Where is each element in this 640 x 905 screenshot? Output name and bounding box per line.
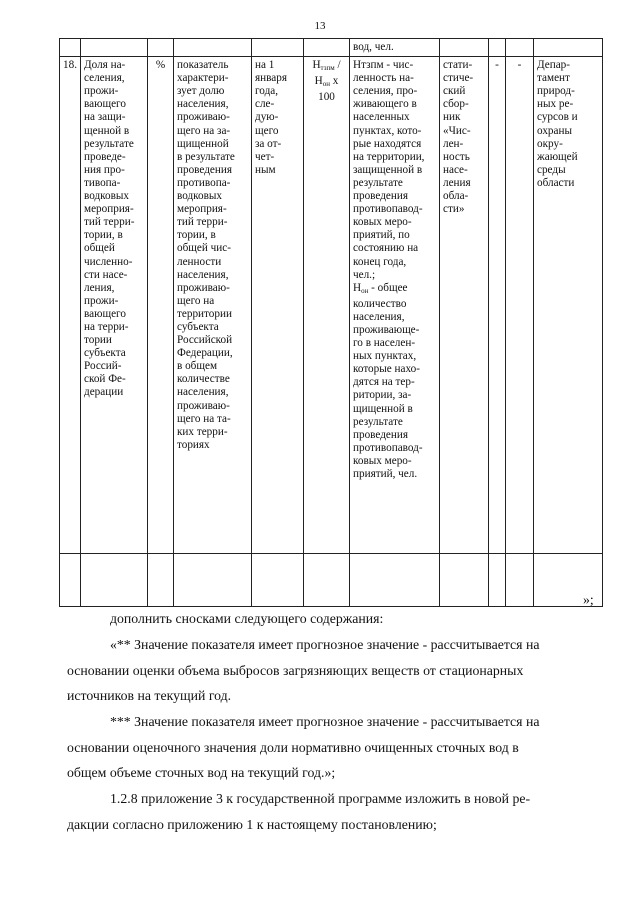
clause-1-2-8-line-1: 1.2.8 приложение 3 к государственной программе изложить в новой ре-	[110, 791, 531, 806]
col9-value: -	[489, 57, 506, 554]
footnote-1-line-3: источников на текущий год.	[67, 688, 232, 703]
table-row	[60, 554, 603, 607]
page-number: 13	[314, 20, 326, 32]
formula-numerator-sub: тзпм	[320, 64, 335, 73]
top-row-col7: вод, чел.	[350, 39, 440, 57]
variables-part2: - общее количество населения, проживающе- го в населен- ных пунктах, которые нахо- дятся на тер- ритории, за- щищенной в результате проведения противопавод- ковых меро- приятий, чел.	[353, 281, 423, 480]
footnote-2-line-2: основании оценочного значения доли нормативно очищенных сточных вод в	[67, 740, 519, 755]
formula-denominator-sub: он	[322, 80, 330, 89]
variables-part1: Нтзпм - чис- ленность на- селения, про- живающего в населенных пунктах, кото- рые находятся на территории, защищенной в результате проведения противопавод- ковых меро- приятий, по состоянию на конец года, чел.;	[353, 59, 425, 281]
unit: %	[148, 57, 174, 554]
indicator-name: Доля на- селения, прожи- вающего на защи- щенной в результате проведе- ния про- тивопа- водковых мероприя- тий терри- тории, в общей численно- сти насе- ления, прожи- вающего на терри- тории субъекта Россий- ской Фе- дерации	[81, 57, 148, 554]
table-row	[60, 39, 603, 57]
col10-value: -	[506, 57, 534, 554]
footnote-1-line-2: основании оценки объема выбросов загрязняющих веществ от стационарных	[67, 663, 524, 678]
variables-description	[350, 57, 440, 554]
clause-1-2-8-line-2: дакции согласно приложению 1 к настоящему постановлению;	[67, 817, 437, 832]
data-source: стати- стиче- ский сбор- ник «Чис- лен- ность насе- ления обла- сти»	[440, 57, 489, 554]
formula-denominator: Н	[314, 75, 323, 88]
responsible-body: Депар- тамент природ- ных ре- сурсов и охраны окру- жающей среды области	[534, 57, 603, 554]
formula-slash: /	[334, 59, 341, 72]
formula-numerator: Н	[312, 59, 321, 72]
time-period: на 1 января года, сле- дую- щего за от- чет- ным	[252, 57, 304, 554]
indicator-definition: показатель характери- зует долю населения, проживаю- щего на за- щищенной в результате проведения противопа- водковых мероприя- тий терри- тории, в общей чис- ленности населения, проживаю- щего на территории субъекта Российской Федерации, в общем количестве населения, проживаю- щего на та- ких терри- ториях	[174, 57, 252, 554]
indicator-table	[59, 38, 603, 607]
footnote-2-line-1: *** Значение показателя имеет прогнозное значение - рассчитывается на	[110, 714, 540, 729]
variables-part2-symbol: Н	[353, 281, 362, 294]
formula	[304, 57, 350, 554]
paragraph-add-footnotes: дополнить сносками следующего содержания:	[110, 611, 384, 626]
variables-part2-sub: он	[361, 286, 369, 295]
closing-quote-mark: »;	[583, 592, 594, 607]
table-row	[60, 57, 603, 554]
formula-multiplier: х	[329, 75, 339, 88]
footnote-2-line-3: общем объеме сточных вод на текущий год.»;	[67, 765, 336, 780]
row-number: 18.	[60, 57, 81, 554]
formula-factor: 100	[318, 91, 335, 104]
footnote-1-line-1: «** Значение показателя имеет прогнозное значение - рассчитывается на	[110, 637, 540, 652]
